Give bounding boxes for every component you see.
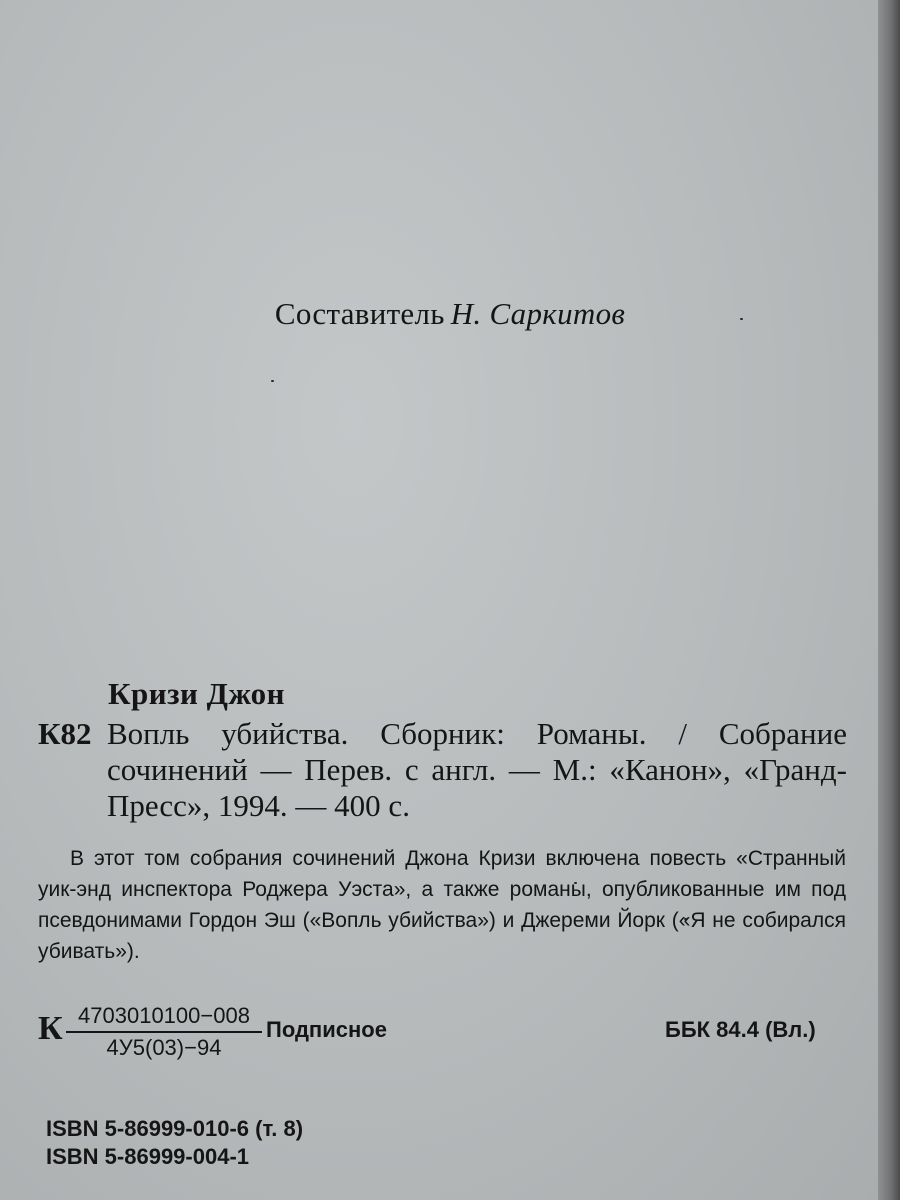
paper-speck bbox=[271, 380, 274, 382]
catalog-code: К82 bbox=[38, 716, 92, 751]
compiler-name: Н. Саркитов bbox=[450, 296, 626, 331]
index-letter: К bbox=[38, 1010, 63, 1047]
isbn-line: ISBN 5-86999-010-6 (т. 8) bbox=[46, 1116, 304, 1141]
index-fraction bbox=[66, 1003, 262, 1061]
bibliographic-description: Вопль убийства. Сборник: Романы. / Собрание сочинений — Перев. с англ. — М.: «Канон», «Гранд-Пресс», 1994. — 400 с. bbox=[107, 716, 847, 823]
index-numerator: 4703010100−008 bbox=[66, 1003, 262, 1033]
subscription-label: Подписное bbox=[266, 1017, 387, 1042]
index-denominator: 4У5(03)−94 bbox=[106, 1035, 222, 1060]
compiler-line bbox=[0, 296, 900, 332]
compiler-label: Составитель bbox=[274, 296, 445, 331]
isbn-line: ISBN 5-86999-004-1 bbox=[46, 1144, 250, 1169]
annotation-text: В этот том собрания сочинений Джона Кризи включена повесть «Странный уик-энд инспектора Роджера Уэста», а также романы, опубликованные им под псевдонимами Гордон Эш («Вопль убийства») и Джереми Йорк («Я не собирался убивать»). bbox=[38, 847, 846, 963]
bbk-code: ББК 84.4 (Вл.) bbox=[665, 1017, 816, 1042]
page-edge-shadow bbox=[878, 0, 900, 1200]
catalog-author: Кризи Джон bbox=[108, 676, 286, 711]
